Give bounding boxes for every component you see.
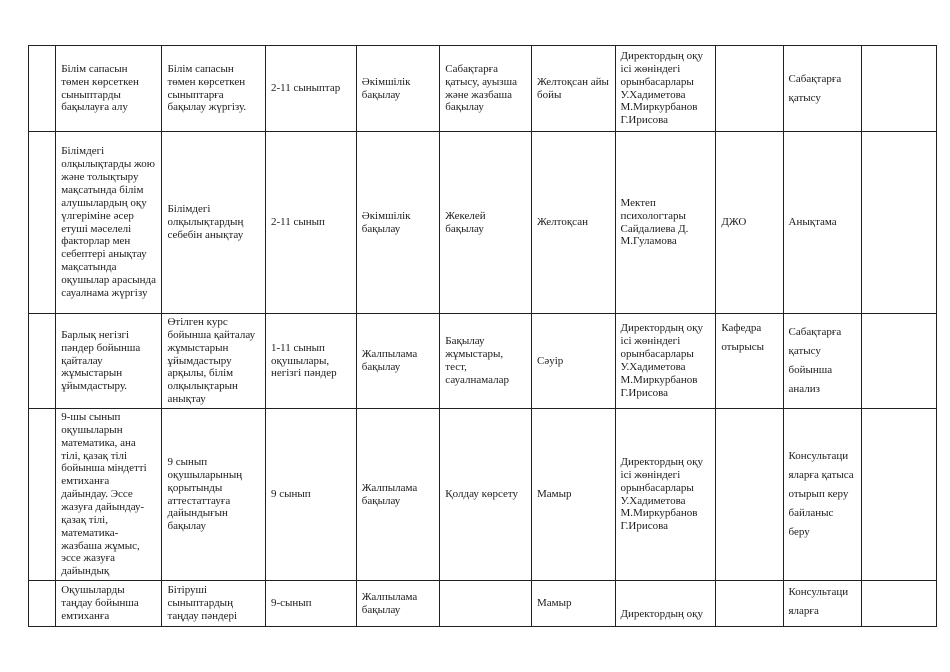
table-cell: 2-11 сынып (265, 132, 356, 314)
table-cell: 9 сынып оқушыларының қорытынды аттестаттауға дайындығын бақылау (162, 409, 266, 581)
table-cell (716, 46, 783, 132)
table-cell: Оқушыларды таңдау бойынша емтиханға (56, 581, 162, 627)
table-cell: Сабақтарға қатысу бойынша анализ (783, 314, 861, 409)
table-cell: ДЖО (716, 132, 783, 314)
table-cell: Анықтама (783, 132, 861, 314)
table-cell: Білімдегі олқылықтарды жою және толықтыру мақсатында білім алушылардың оқу үлгеріміне әсер етуші мәселелі факторлар мен себептері анықтау мақсатында оқушылар арасында сауалнама жүргізу (56, 132, 162, 314)
table-cell: Бақылау жұмыстары, тест, сауалнамалар (440, 314, 532, 409)
table-cell (861, 409, 936, 581)
table-cell: Мамыр (532, 409, 616, 581)
table-cell (716, 581, 783, 627)
table-cell (861, 132, 936, 314)
table-row (29, 46, 937, 132)
table-cell: Жалпылама бақылау (356, 314, 440, 409)
table-cell (29, 409, 56, 581)
table-cell: Жалпылама бақылау (356, 581, 440, 627)
table-cell: Желтоқсан (532, 132, 616, 314)
table-cell: 2-11 сыныптар (265, 46, 356, 132)
table-cell: Бітіруші сыныптардың таңдау пәндері (162, 581, 266, 627)
table-cell: Барлық негізгі пәндер бойынша қайталау жұмыстарын ұйымдастыру. (56, 314, 162, 409)
table-cell: Сабақтарға қатысу, ауызша және жазбаша бақылау (440, 46, 532, 132)
table-cell: 9 сынып (265, 409, 356, 581)
table-cell: Білім сапасын төмен көрсеткен сыныптарға бақылау жүргізу. (162, 46, 266, 132)
table-cell (861, 314, 936, 409)
table-cell (861, 46, 936, 132)
table-cell: Сабақтарға қатысу (783, 46, 861, 132)
table-cell (861, 581, 936, 627)
table-cell: Мамыр (532, 581, 616, 627)
table-cell (440, 581, 532, 627)
table-cell: Жекелей бақылау (440, 132, 532, 314)
table-row (29, 581, 937, 627)
table-cell: Білім сапасын төмен көрсеткен сыныптарды бақылауға алу (56, 46, 162, 132)
table-row (29, 314, 937, 409)
table-cell: Директордың оқу ісі жөніндегі орынбасарлары У.Хадиметова М.Миркурбанов Г.Ирисова (615, 409, 716, 581)
table-cell: Білімдегі олқылықтардың себебін анықтау (162, 132, 266, 314)
table-cell: Жалпылама бақылау (356, 409, 440, 581)
table-cell (29, 46, 56, 132)
table-cell: Әкімшілік бақылау (356, 132, 440, 314)
table-row (29, 409, 937, 581)
table-cell (29, 132, 56, 314)
table-cell: Кафедра отырысы (716, 314, 783, 409)
table-cell: Өтілген курс бойынша қайталау жұмыстарын ұйымдастыру арқылы, білім олқылықтарын анықтау (162, 314, 266, 409)
table-row (29, 132, 937, 314)
table-cell: Консультаци яларға қатыса отырып керу байланыс беру (783, 409, 861, 581)
table-cell: Мектеп психологтары Сайдалиева Д. М.Гуламова (615, 132, 716, 314)
table-cell: Сәуір (532, 314, 616, 409)
table-cell: Директордың оқу ісі жөніндегі орынбасарлары У.Хадиметова М.Миркурбанов Г.Ирисова (615, 314, 716, 409)
inspection-plan-table (28, 45, 937, 627)
table-cell: Директордың оқу ісі жөніндегі орынбасарлары У.Хадиметова М.Миркурбанов Г.Ирисова (615, 46, 716, 132)
table-cell: 9-сынып (265, 581, 356, 627)
table-body (29, 46, 937, 627)
table-cell: 9-шы сынып оқушыларын математика, ана тілі, қазақ тілі бойынша міндетті емтиханға дайындау. Эссе жазуға дайындау-қазақ тілі, математика-жазбаша жұмыс, эссе жазуға дайындық (56, 409, 162, 581)
table-cell: Қолдау көрсету (440, 409, 532, 581)
table-cell (29, 314, 56, 409)
table-cell: Әкімшілік бақылау (356, 46, 440, 132)
table-cell: Желтоқсан айы бойы (532, 46, 616, 132)
table-cell: 1-11 сынып оқушылары, негізгі пәндер (265, 314, 356, 409)
table-cell: Консультаци яларға (783, 581, 861, 627)
table-cell (716, 409, 783, 581)
table-cell (29, 581, 56, 627)
table-cell: Директордың оқу (615, 581, 716, 627)
